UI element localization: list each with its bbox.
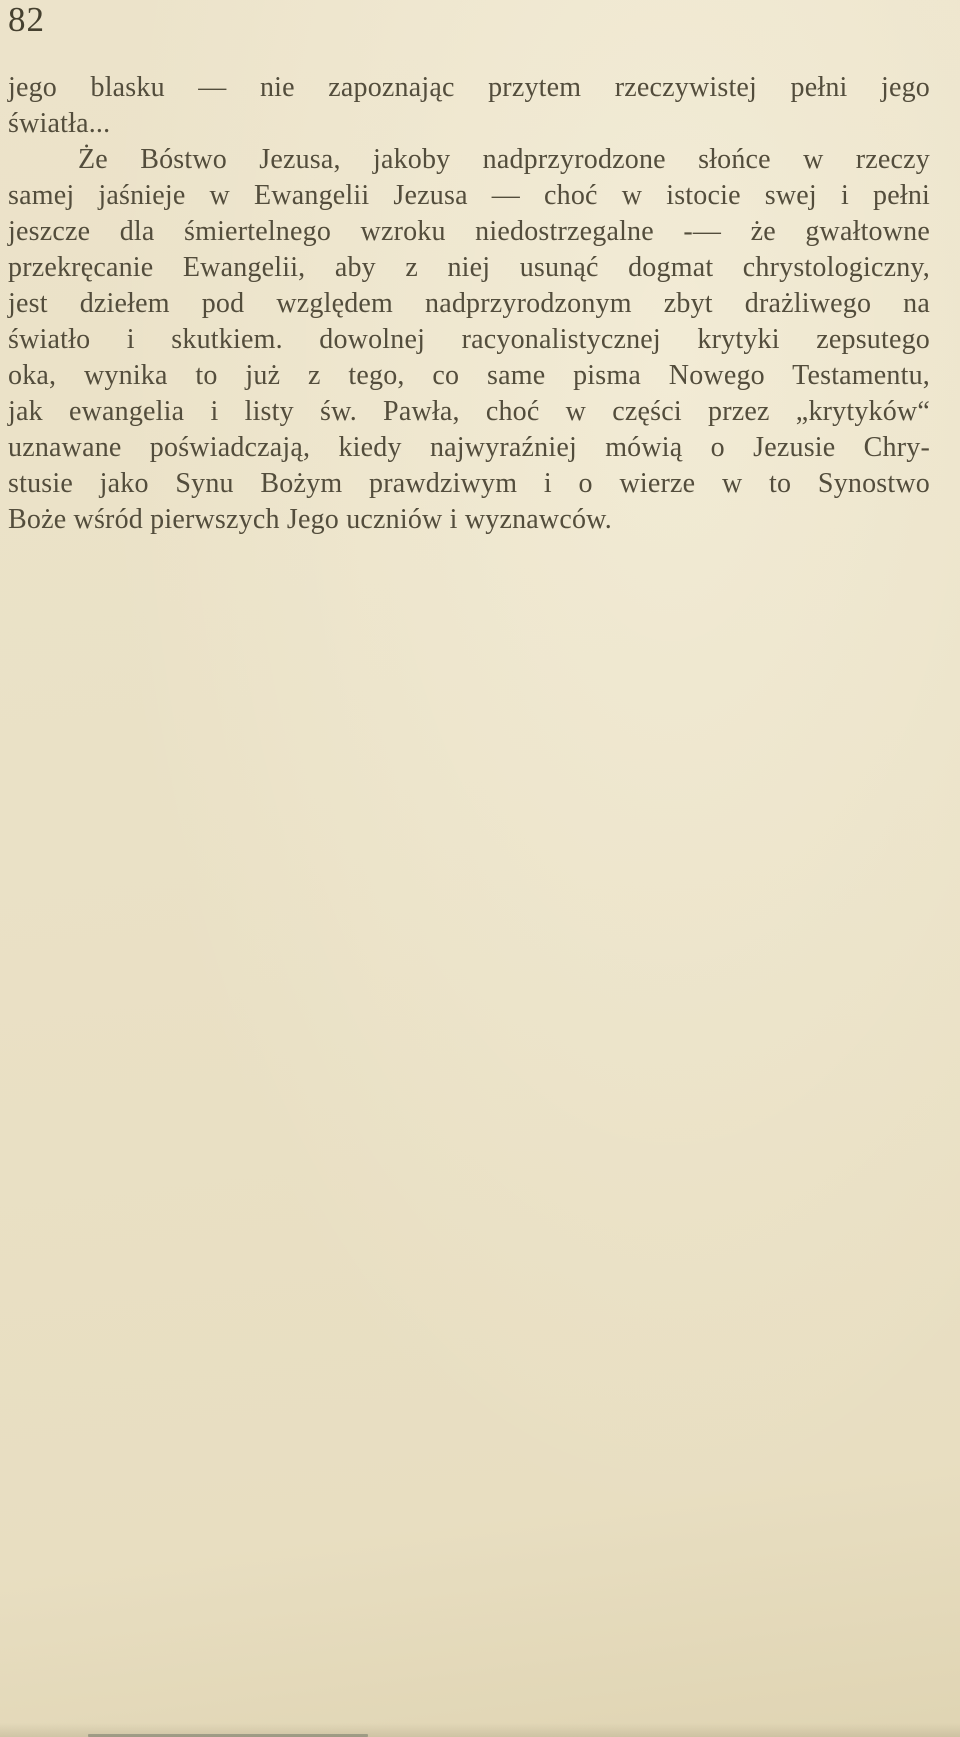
text-line: jeszcze dla śmiertelnego wzroku niedostrzegalne -— że gwałtowne bbox=[8, 216, 930, 247]
text-line: stusie jako Synu Bożym prawdziwym i o wierze w to Synostwo bbox=[8, 468, 930, 499]
text-line: uznawane poświadczają, kiedy najwyraźniej mówią o Jezusie Chry- bbox=[8, 432, 930, 463]
text-line: jest dziełem pod względem nadprzyrodzonym zbyt drażliwego na bbox=[8, 288, 930, 319]
text-line: przekręcanie Ewangelii, aby z niej usunąć dogmat chrystologiczny, bbox=[8, 252, 930, 283]
page-number: 82 bbox=[8, 0, 45, 39]
text-line: światła... bbox=[8, 108, 111, 139]
text-line: jak ewangelia i listy św. Pawła, choć w części przez „krytyków“ bbox=[8, 396, 930, 427]
text-line: jego blasku — nie zapoznając przytem rzeczywistej pełni jego bbox=[8, 72, 930, 103]
text-line: światło i skutkiem. dowolnej racyonalistycznej krytyki zepsutego bbox=[8, 324, 930, 355]
text-block bbox=[8, 70, 930, 538]
text-line: Że Bóstwo Jezusa, jakoby nadprzyrodzone słońce w rzeczy bbox=[78, 144, 930, 175]
text-line: samej jaśnieje w Ewangelii Jezusa — choć w istocie swej i pełni bbox=[8, 180, 930, 211]
text-line: Boże wśród pierwszych Jego uczniów i wyznawców. bbox=[8, 504, 612, 535]
text-line: oka, wynika to już z tego, co same pisma Nowego Testamentu, bbox=[8, 360, 930, 391]
